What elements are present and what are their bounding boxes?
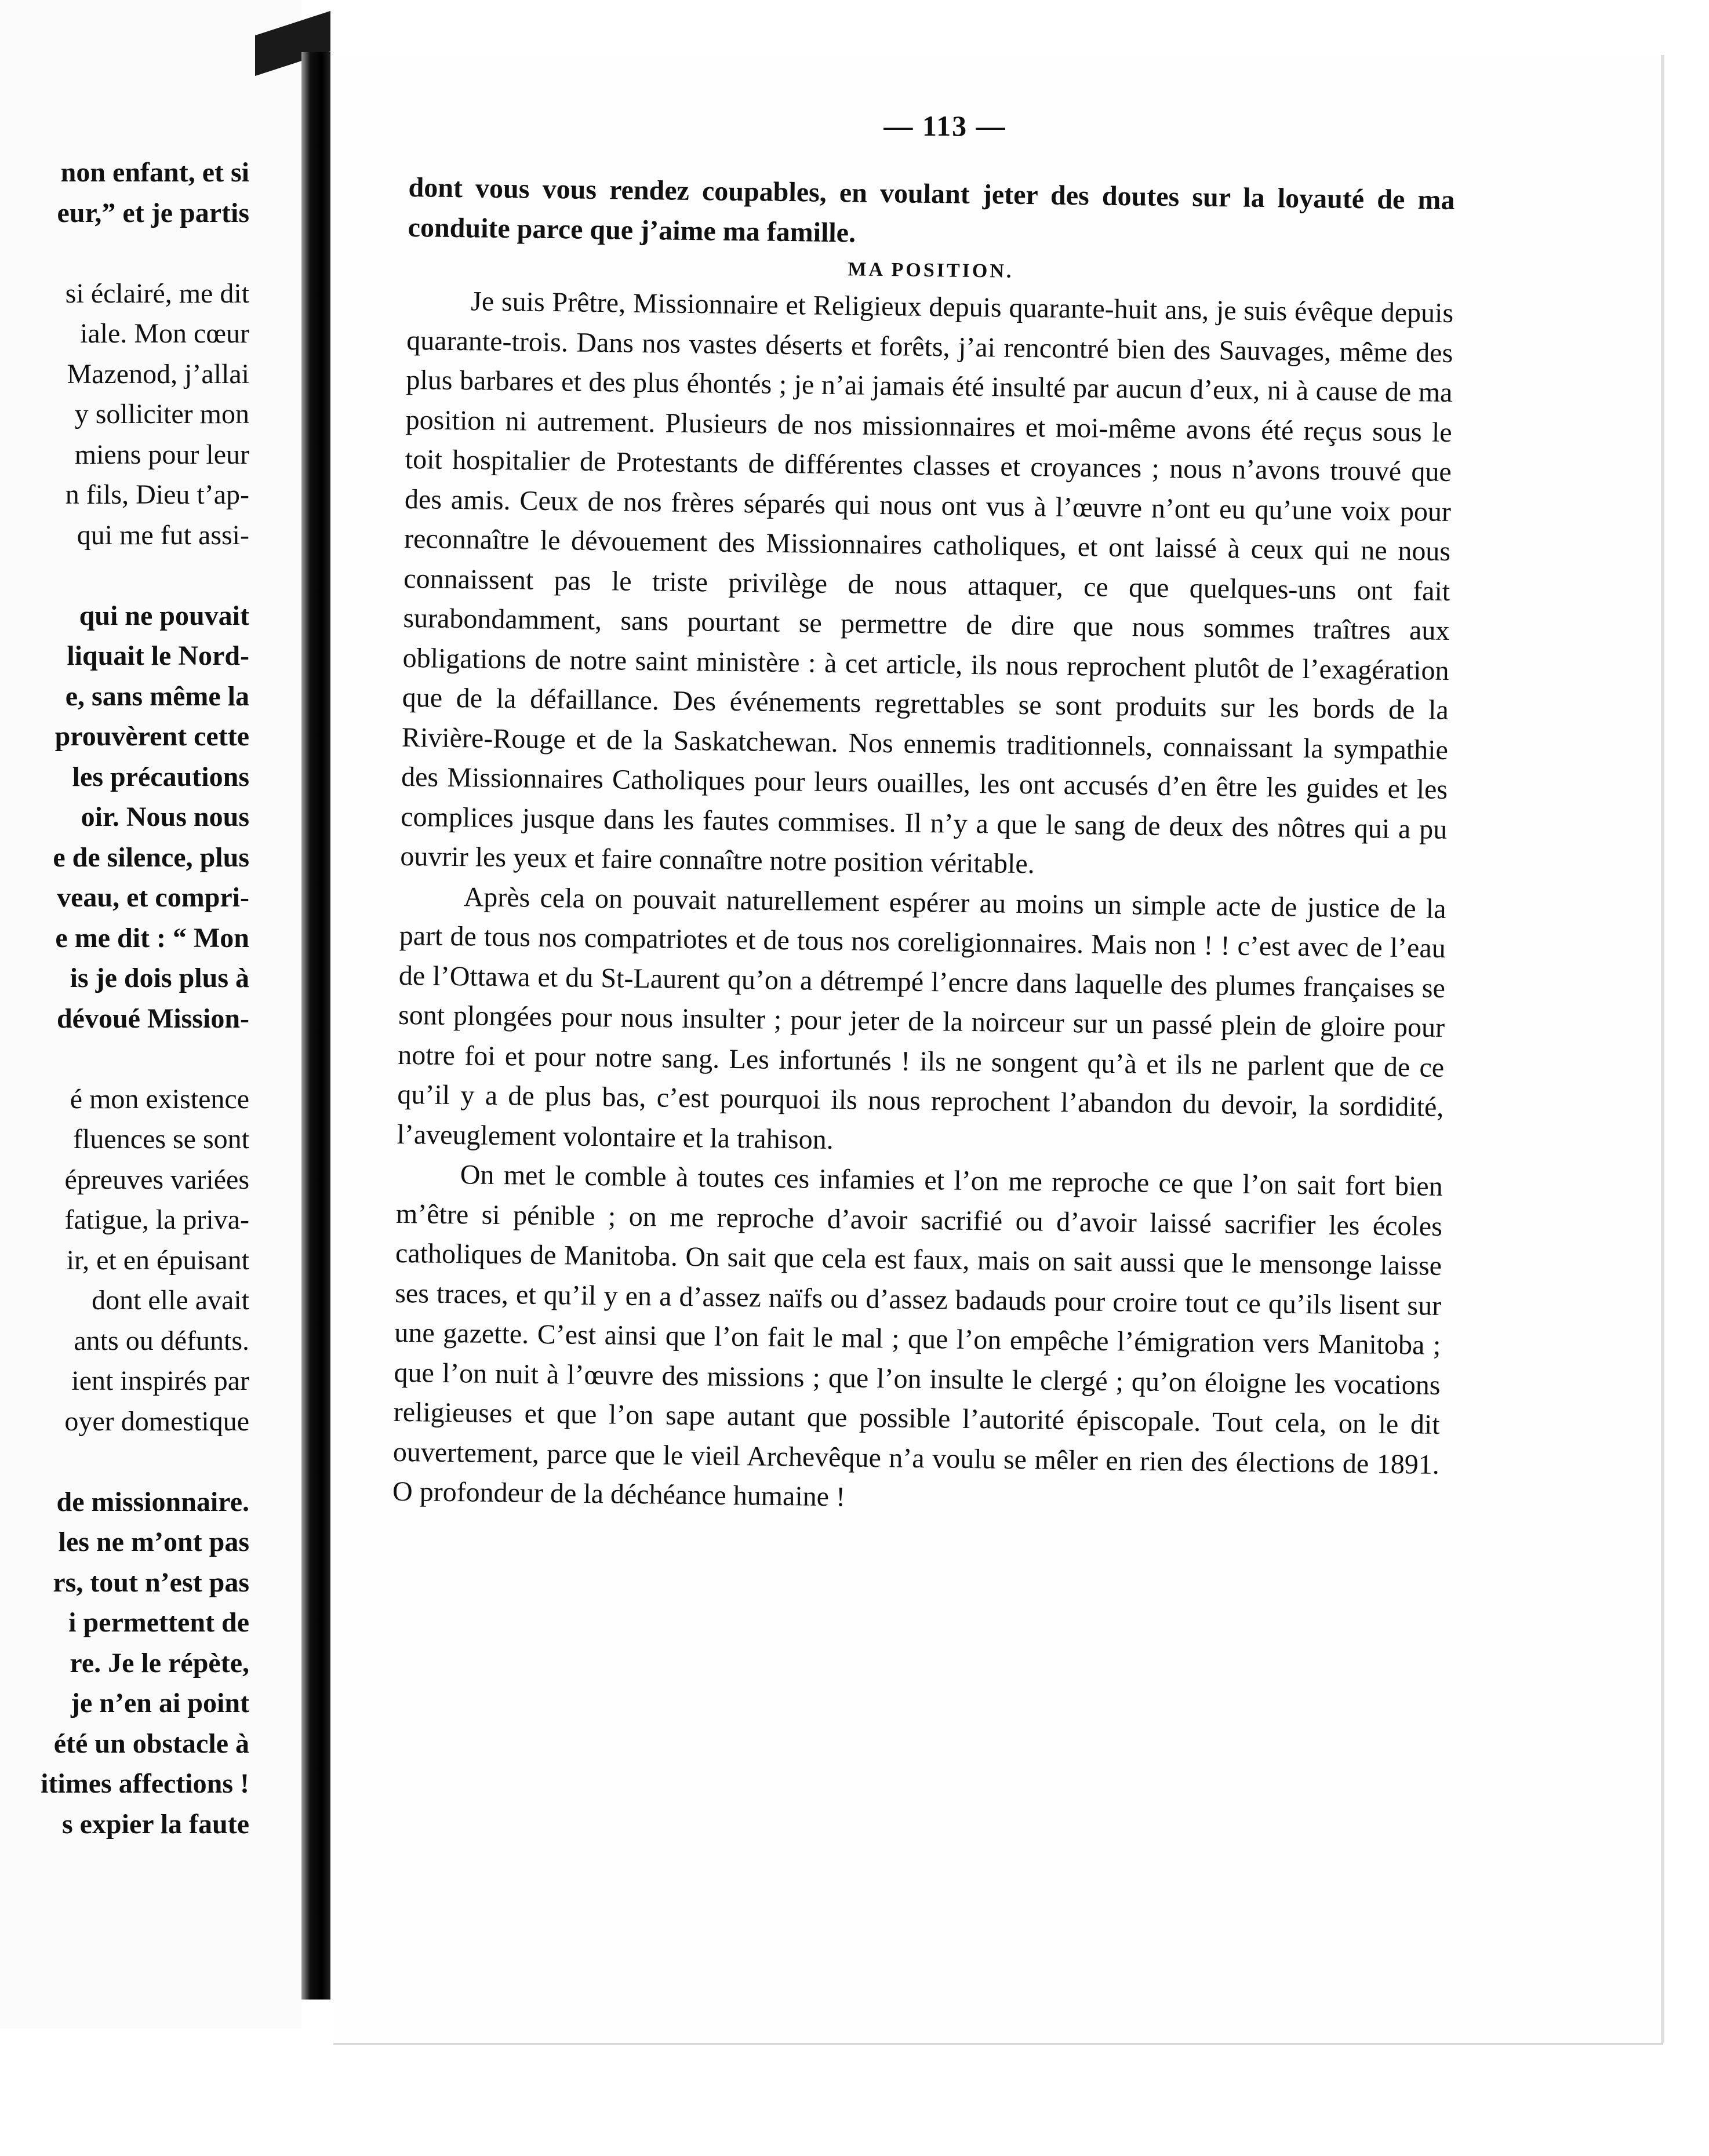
- page-number: — 113 —: [883, 110, 1006, 142]
- left-page-line: non enfant, et si: [60, 157, 249, 188]
- left-page-line: je n’en ai point: [70, 1688, 249, 1718]
- left-page-line: é mon existence: [70, 1083, 249, 1115]
- left-page-line: rs, tout n’est pas: [53, 1567, 249, 1598]
- left-page-line: veau, et compri-: [57, 882, 249, 913]
- paragraph-3: On met le comble à toutes ces infamies et l’on me reproche ce que l’on sait fort bien m’être si pénible ; on me reproche d’avoir sacrifié ou d’avoir laissé sacrifier les écoles catholiques de Manitoba. On sait que cela est faux, mais on sait aussi que le mensonge laisse ses traces, et qu’il y en a d’assez naïfs ou d’assez badauds pour croire tout ce qu’ils lisent sur une gazette. C’est ainsi que l’on fait le mal ; que l’on empêche l’émigration vers Manitoba ; que l’on nuit à l’œuvre des missions ; que l’on insulte le clergé ; qu’on éloigne les vocations religieuses et que l’on sape autant que possible l’autorité épiscopale. Tout cela, on le dit ouvertement, parce que le vieil Archevêque n’a voulu se mêler en rien des élections de 1891. O profondeur de la déchéance humaine !: [392, 1159, 1443, 1513]
- page-edge: [1661, 55, 1664, 2043]
- left-page-line: fatigue, la priva-: [64, 1204, 249, 1235]
- page-body: [392, 168, 1455, 1524]
- left-facing-page: [0, 0, 301, 2028]
- left-page-line: e, sans même la: [65, 680, 249, 712]
- book-gutter: [301, 52, 330, 2000]
- left-page-line: re. Je le répète,: [70, 1647, 249, 1678]
- left-page-line: e me dit : “ Mon: [55, 922, 249, 953]
- left-page-line: ir, et en épuisant: [66, 1244, 249, 1276]
- left-page-line: dévoué Mission-: [56, 1003, 249, 1034]
- left-page-line: les ne m’ont pas: [58, 1527, 249, 1557]
- left-page-line: i permettent de: [68, 1607, 249, 1638]
- left-page-line: de missionnaire.: [56, 1486, 249, 1517]
- left-page-line: oir. Nous nous: [81, 802, 249, 832]
- left-page-line: qui ne pouvait: [79, 600, 249, 631]
- left-page-line: si éclairé, me dit: [65, 278, 249, 309]
- paragraph-1: Je suis Prêtre, Missionnaire et Religieux depuis quarante-huit ans, je suis évêque depuis quarante-trois. Dans nos vastes déserts et forêts, j’ai rencontré bien des Sauvages, même des plus barbares et des plus éhontés ; je n’ai jamais été insulté par aucun d’eux, ni à cause de ma position ni autrement. Plusieurs de nos missionnaires et moi-même avons été reçus sous le toit hospitalier de Protestants de différentes classes et croyances ; nous n’avons trouvé que des amis. Ceux de nos frères séparés qui nous ont vus à l’œuvre n’ont eu qu’une voix pour reconnaître le dévouement des Missionnaires catholiques, et ont laissé à ceux qui ne nous connaissent pas le triste privilège de nous attaquer, ce que quelques-uns ont fait surabondamment, sans pourtant se permettre de dire que nous sommes traîtres aux obligations de notre saint ministère : à cet article, ils nous reprochent plutôt de l’exagération que de la défaillance. Des événements regrettables se sont produits sur les bords de la Rivière-Rouge et de la Saskatchewan. Nos ennemis traditionnels, connaissant la sympathie des Missionnaires Catholiques pour leurs ouailles, les ont accusés d’en être les guides et les complices jusque dans les fautes commises. Il n’y a que le sang de deux des nôtres qui a pu ouvrir les yeux et faire connaître notre position véritable.: [400, 286, 1454, 880]
- section-heading: MA POSITION.: [848, 258, 1014, 282]
- left-page-line: Mazenod, j’allai: [67, 358, 249, 389]
- left-page-line: ient inspirés par: [71, 1365, 249, 1396]
- left-page-line: les précautions: [72, 761, 249, 792]
- left-page-line: eur,” et je partis: [57, 197, 249, 228]
- left-page-line: n fils, Dieu t’ap-: [65, 479, 249, 510]
- left-page-line: ants ou défunts.: [74, 1325, 249, 1356]
- left-page-line: e de silence, plus: [53, 842, 249, 873]
- left-page-line: itimes affections !: [41, 1768, 249, 1799]
- opening-paragraph: dont vous vous rendez coupables, en voulant jeter des doutes sur la loyauté de ma conduite parce que j’aime ma famille.: [408, 172, 1455, 248]
- left-page-line: qui me fut assi-: [77, 519, 249, 551]
- left-page-line: iale. Mon cœur: [80, 318, 249, 349]
- left-page-line: été un obstacle à: [53, 1728, 249, 1759]
- left-page-line: y solliciter mon: [74, 399, 249, 429]
- left-page-line: prouvèrent cette: [54, 721, 249, 752]
- left-page-line: liquait le Nord-: [67, 640, 249, 671]
- left-page-line: fluences se sont: [73, 1124, 249, 1155]
- paragraph-2: Après cela on pouvait naturellement espérer au moins un simple acte de justice de la part de tous nos compatriotes et de tous nos coreligionnaires. Mais non ! ! c’est avec de l’eau de l’Ottawa et du St-Laurent qu’on a détrempé l’encre dans laquelle des plumes françaises se sont plongées pour nous insulter ; pour jeter de la noirceur sur un passé plein de gloire pour notre foi et pour notre sang. Les infortunés ! ils ne songent qu’à et ils ne parlent que de ce qu’il y a de plus bas, c’est pourquoi ils nous reprochent l’abandon du devoir, la sordidité, l’aveuglement volontaire et la trahison.: [397, 881, 1446, 1155]
- left-page-line: oyer domestique: [64, 1405, 249, 1437]
- left-page-line: is je dois plus à: [70, 963, 249, 993]
- left-page-line: dont elle avait: [92, 1285, 249, 1316]
- left-page-line: s expier la faute: [61, 1808, 249, 1840]
- left-page-line: miens pour leur: [74, 439, 249, 470]
- left-page-line: épreuves variées: [64, 1164, 249, 1195]
